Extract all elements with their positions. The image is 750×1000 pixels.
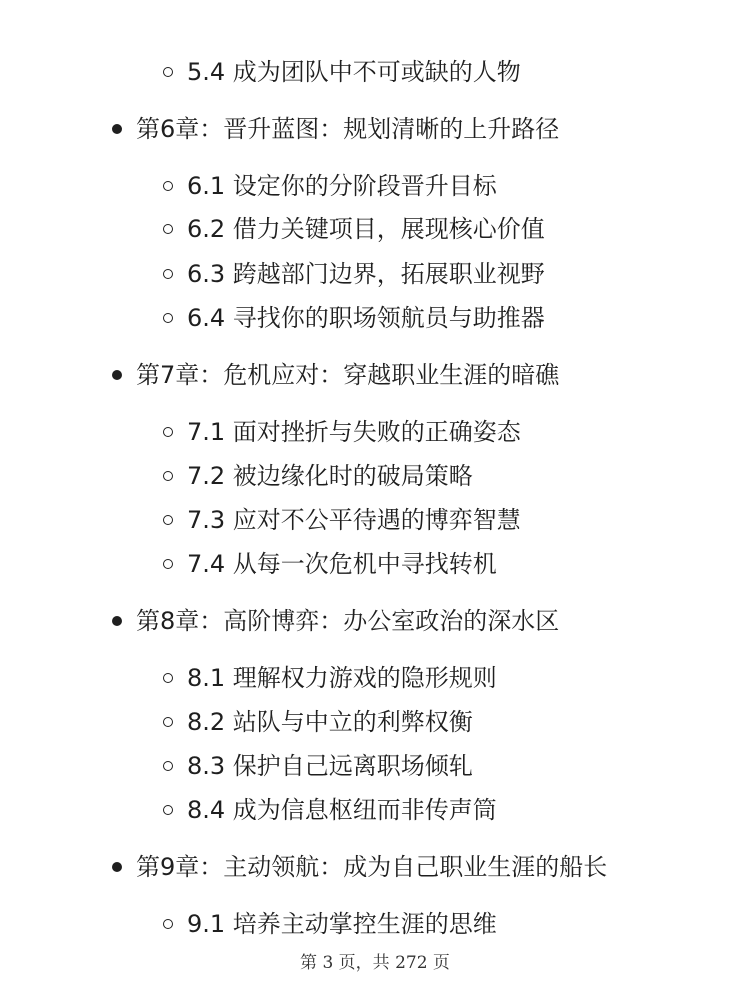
toc-section-item [163,459,473,493]
toc-chapter-item [112,358,559,392]
toc-section-item [163,907,497,941]
toc-section-item [163,793,497,827]
toc-chapter-item [112,850,607,884]
hollow-circle-bullet-icon [163,427,173,437]
hollow-circle-bullet-icon [163,673,173,683]
toc-section-text: 6.4 寻找你的职场领航员与助推器 [187,304,545,332]
hollow-circle-bullet-icon [163,224,173,234]
toc-chapter-text: 第6章：晋升蓝图：规划清晰的上升路径 [136,115,560,143]
toc-section-text: 8.4 成为信息枢纽而非传声筒 [187,796,497,824]
toc-section-item [163,212,545,246]
toc-section-text: 7.4 从每一次危机中寻找转机 [187,550,497,578]
toc-section-text: 8.1 理解权力游戏的隐形规则 [187,664,497,692]
filled-disc-bullet-icon [112,862,122,872]
toc-chapter-item [112,112,559,146]
hollow-circle-bullet-icon [163,515,173,525]
hollow-circle-bullet-icon [163,761,173,771]
hollow-circle-bullet-icon [163,559,173,569]
toc-chapter-text: 第7章：危机应对：穿越职业生涯的暗礁 [136,361,560,389]
toc-chapter-text: 第9章：主动领航：成为自己职业生涯的船长 [136,853,608,881]
toc-section-text: 7.1 面对挫折与失败的正确姿态 [187,418,521,446]
filled-disc-bullet-icon [112,616,122,626]
hollow-circle-bullet-icon [163,313,173,323]
toc-section-item [163,503,521,537]
hollow-circle-bullet-icon [163,805,173,815]
hollow-circle-bullet-icon [163,919,173,929]
toc-section-text: 6.2 借力关键项目，展现核心价值 [187,215,545,243]
toc-section-text: 8.2 站队与中立的利弊权衡 [187,708,473,736]
toc-section-text: 7.2 被边缘化时的破局策略 [187,462,473,490]
toc-section-item [163,257,545,291]
toc-section-item [163,749,473,783]
filled-disc-bullet-icon [112,370,122,380]
toc-section-text: 5.4 成为团队中不可或缺的人物 [187,58,521,86]
toc-section-item [163,55,521,89]
page-number-footer: 第 3 页，共 272 页 [300,953,450,973]
toc-section-item [163,547,497,581]
hollow-circle-bullet-icon [163,717,173,727]
toc-section-text: 6.3 跨越部门边界，拓展职业视野 [187,260,545,288]
toc-section-text: 9.1 培养主动掌控生涯的思维 [187,910,497,938]
toc-section-item [163,415,521,449]
hollow-circle-bullet-icon [163,269,173,279]
hollow-circle-bullet-icon [163,181,173,191]
toc-section-item [163,301,545,335]
toc-section-item [163,169,497,203]
toc-chapter-item [112,604,559,638]
toc-section-text: 6.1 设定你的分阶段晋升目标 [187,172,497,200]
toc-chapter-text: 第8章：高阶博弈：办公室政治的深水区 [136,607,560,635]
hollow-circle-bullet-icon [163,67,173,77]
toc-section-text: 7.3 应对不公平待遇的博弈智慧 [187,506,521,534]
toc-section-text: 8.3 保护自己远离职场倾轧 [187,752,473,780]
toc-section-item [163,661,497,695]
filled-disc-bullet-icon [112,124,122,134]
toc-section-item [163,705,473,739]
hollow-circle-bullet-icon [163,471,173,481]
